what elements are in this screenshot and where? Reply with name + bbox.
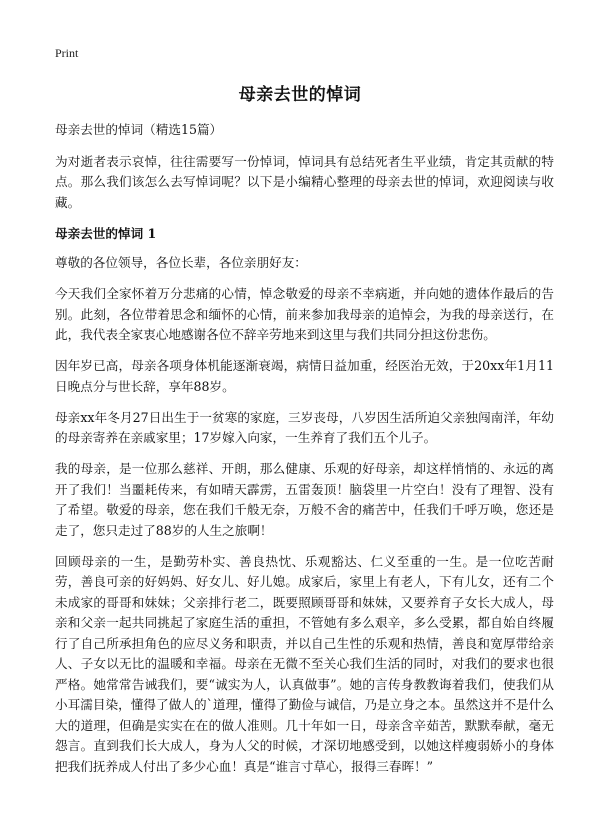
page-title: 母亲去世的悼词	[238, 85, 362, 105]
document-body	[55, 120, 554, 788]
body-paragraph: 因年岁已高，母亲各项身体机能逐渐衰竭，病情日益加重，经医治无效，于20xx年1月11日晚点分与世长辞，享年88岁。	[55, 358, 554, 394]
body-paragraph: 回顾母亲的一生，是勤劳朴实、善良热忱、乐观豁达、仁义至重的一生。是一位吃苦耐劳，善良可亲的好妈妈、好女儿、好儿媳。成家后，家里上有老人，下有儿女，还有二个未成家的哥哥和妹妹；父亲排行老二，既要照顾哥哥和妹妹，又要养育子女长大成人，母亲和父亲一起共同挑起了家庭生活的重担，不管她有多么艰辛，多么受累，都自始自终履行了自己所承担角色的应尽义务和职责，并以自己生性的乐观和热情，善良和宽厚带给亲人、子女以无比的温暖和幸福。母亲在无微不至关心我们生活的同时，对我们的要求也很严格。她常常告诫我们，要“诚实为人，认真做事”。她的言传身教教诲着我们，使我们从小耳濡目染，懂得了做人的`道理，懂得了勤俭与诚信，乃是立身之本。虽然这并不是什么大的道理，但确是实实在在的做人准则。几十年如一日，母亲含辛茹苦，默默奉献，毫无怨言。直到我们长大成人，身为人父的时候，才深切地感受到，以她这样瘦弱娇小的身体把我们抚养成人付出了多少心血！真是“谁言寸草心，报得三春晖！”	[55, 553, 554, 774]
section-heading: 母亲去世的悼词 1	[55, 225, 157, 241]
print-label: Print	[55, 46, 79, 60]
body-paragraph: 今天我们全家怀着万分悲痛的心情，悼念敬爱的母亲不幸病逝，并向她的遗体作最后的告别。此刻，各位带着思念和缅怀的心情，前来参加我母亲的追悼会，为我的母亲送行，在此，我代表全家衷心地感谢各位不辞辛劳地来到这里与我们共同分担这份悲伤。	[55, 286, 554, 342]
salutation-paragraph: 尊敬的各位领导，各位长辈，各位亲朋好友：	[55, 255, 307, 270]
body-paragraph: 母亲xx年冬月27日出生于一贫寒的家庭，三岁丧母，八岁因生活所迫父亲独闯南洋，年幼的母亲寄养在亲戚家里；17岁嫁入向家，一生养育了我们五个儿子。	[55, 409, 554, 445]
subtitle: 母亲去世的悼词（精选15篇）	[55, 122, 223, 137]
body-paragraph: 我的母亲，是一位那么慈祥、开朗，那么健康、乐观的好母亲，却这样悄悄的、永远的离开了我们！当噩耗传来，有如晴天霹雳，五雷轰顶！脑袋里一片空白！没有了理智、没有了希望。敬爱的母亲，您在我们千般无奈，万般不舍的痛苦中，任我们千呼万唤，您还是走了，您只走过了88岁的人生之旅啊！	[55, 461, 554, 538]
intro-paragraph: 为对逝者表示哀悼，往往需要写一份悼词，悼词具有总结死者生平业绩，肯定其贡献的特点。那么我们该怎么去写悼词呢？以下是小编精心整理的母亲去世的悼词，欢迎阅读与收藏。	[55, 153, 554, 210]
